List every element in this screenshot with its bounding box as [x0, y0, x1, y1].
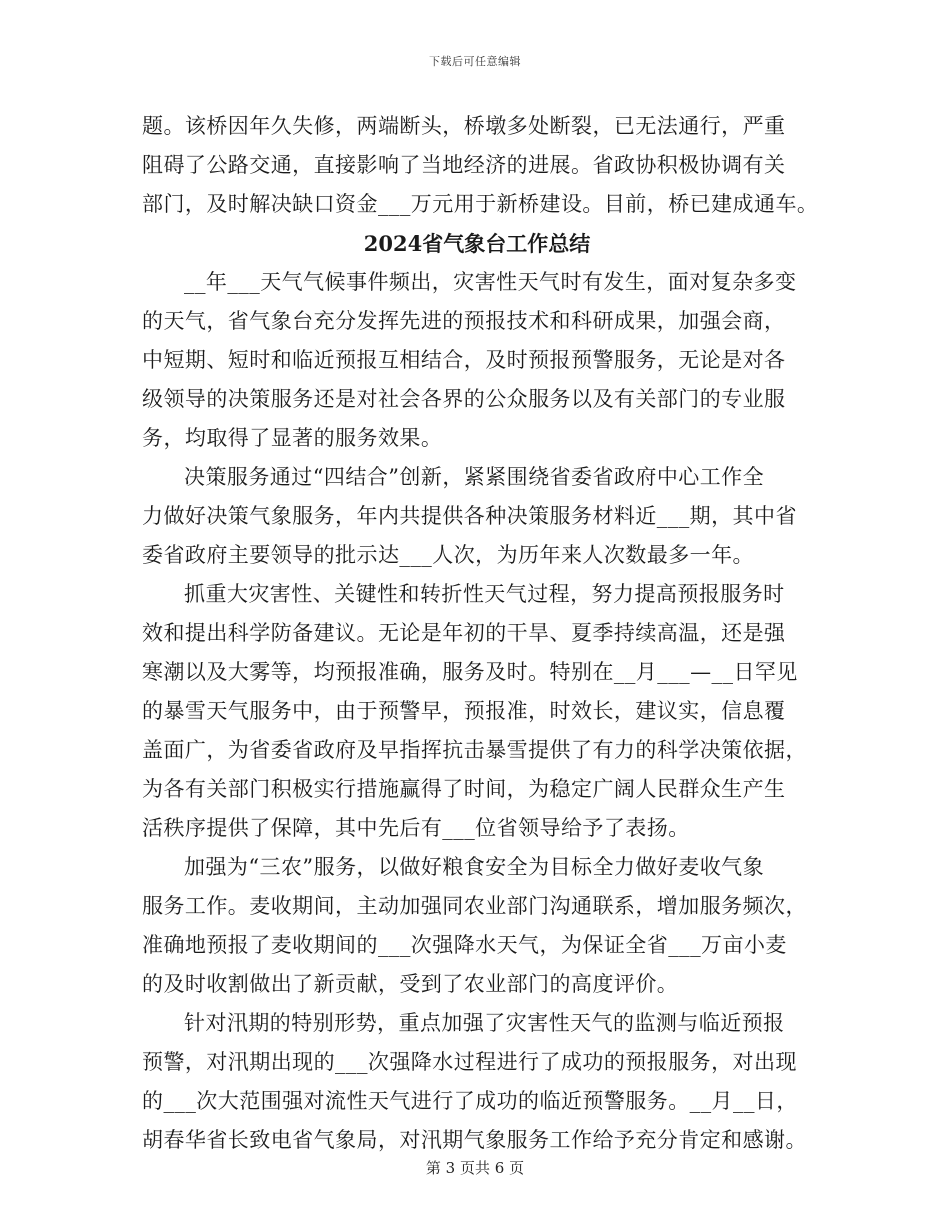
text-line: 为各有关部门积极实行措施赢得了时间，为稳定广阔人民群众生产生	[142, 777, 786, 801]
text-line: 胡春华省长致电省气象局，对汛期气象服务工作给予充分肯定和感谢。	[142, 1128, 807, 1152]
paragraph-overview	[142, 263, 812, 458]
text-line: 针对汛期的特别形势，重点加强了灾害性天气的监测与临近预报	[184, 1011, 785, 1035]
text-line: 部门，及时解决缺口资金___万元用于新桥建设。目前，桥已建成通车。	[142, 192, 819, 216]
text-line: 级领导的决策服务还是对社会各界的公众服务以及有关部门的专业服	[142, 387, 786, 411]
document-title: 2024省气象台工作总结	[363, 231, 591, 256]
text-line: 的天气，省气象台充分发挥先进的预报技术和科研成果，加强会商，	[142, 309, 786, 333]
text-line: 准确地预报了麦收期间的___次强降水天气，为保证全省___万亩小麦	[142, 933, 787, 957]
text-line: 委省政府主要领导的批示达___人次，为历年来人次数最多一年。	[142, 543, 754, 567]
page-header: 下载后可任意编辑	[429, 55, 521, 68]
text-line: __年___天气气候事件频出，灾害性天气时有发生，面对复杂多变	[184, 270, 797, 294]
text-line: 预警，对汛期出现的___次强降水过程进行了成功的预报服务，对出现	[142, 1050, 797, 1074]
document-body	[142, 107, 819, 1160]
paragraph-disaster-weather	[142, 575, 812, 848]
paragraph-flood-season	[142, 1004, 812, 1160]
page-footer: 第 3 页共 6 页	[425, 1159, 525, 1177]
intro-paragraph	[142, 107, 819, 224]
text-line: 效和提出科学防备建议。无论是年初的干旱、夏季持续高温，还是强	[142, 621, 786, 645]
text-line: 决策服务通过“四结合”创新，紧紧围绕省委省政府中心工作全	[184, 465, 765, 489]
paragraph-agriculture-service	[142, 848, 812, 1004]
text-line: 阻碍了公路交通，直接影响了当地经济的进展。省政协积极协调有关	[142, 153, 786, 177]
text-line: 服务工作。麦收期间，主动加强同农业部门沟通联系，增加服务频次，	[142, 894, 807, 918]
text-line: 力做好决策气象服务，年内共提供各种决策服务材料近___期，其中省	[142, 504, 797, 528]
text-line: 务，均取得了显著的服务效果。	[142, 426, 443, 450]
text-line: 加强为“三农”服务，以做好粮食安全为目标全力做好麦收气象	[184, 855, 765, 879]
text-line: 活秩序提供了保障，其中先后有___位省领导给予了表扬。	[142, 816, 690, 840]
text-line: 的暴雪天气服务中，由于预警早，预报准，时效长，建议实，信息覆	[142, 699, 786, 723]
paragraph-decision-service	[142, 458, 812, 575]
text-line: 抓重大灾害性、关键性和转折性天气过程，努力提高预报服务时	[184, 582, 785, 606]
text-line: 寒潮以及大雾等，均预报准确，服务及时。特别在__月___—__日罕见	[142, 660, 798, 684]
text-line: 题。该桥因年久失修，两端断头，桥墩多处断裂，已无法通行，严重	[142, 114, 786, 138]
text-line: 盖面广，为省委省政府及早指挥抗击暴雪提供了有力的科学决策依据，	[142, 738, 807, 762]
text-line: 中短期、短时和临近预报互相结合，及时预报预警服务，无论是对各	[142, 348, 786, 372]
text-line: 的及时收割做出了新贡献，受到了农业部门的高度评价。	[142, 972, 679, 996]
text-line: 的___次大范围强对流性天气进行了成功的临近预警服务。__月__日，	[142, 1089, 798, 1113]
